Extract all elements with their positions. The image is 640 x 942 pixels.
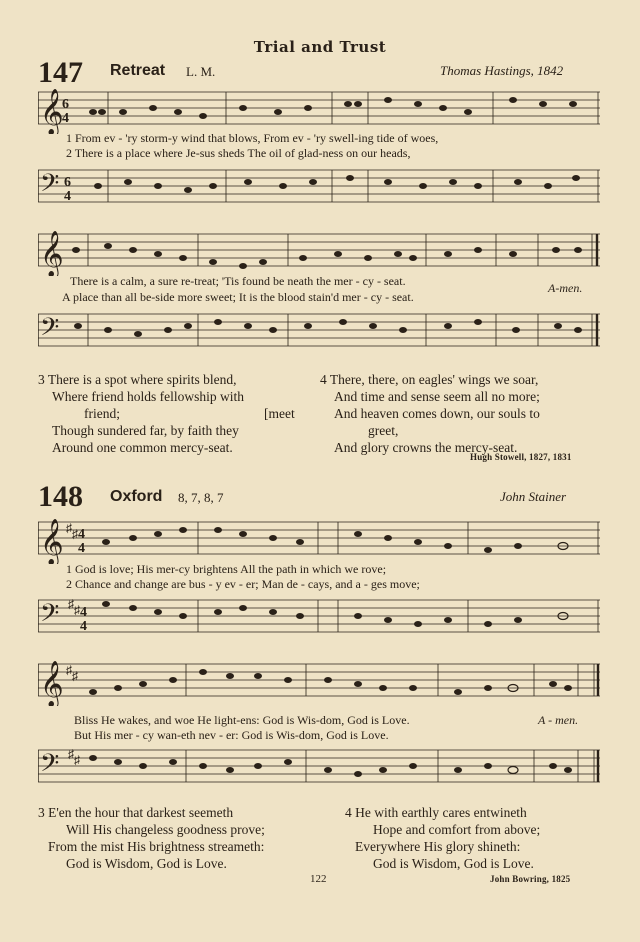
amen-label: A - men. [538, 713, 579, 727]
bass-clef-icon: 𝄢 [40, 599, 60, 634]
verse-4: 4 He with earthly cares entwineth Hope and comfort from above; Everywhere His glory shineth: God is Wisdom, God is Love. [345, 805, 541, 871]
treble-clef-icon: 𝄞 [40, 231, 64, 276]
lyric-line: 2 There is a place where Je-sus sheds The oil of glad-ness on our heads, [66, 146, 411, 160]
author-attribution: John Bowring, 1825 [490, 874, 571, 884]
hymn-number: 147 [38, 56, 83, 89]
music-staff-treble [38, 660, 600, 706]
svg-text:4: 4 [80, 605, 87, 620]
lyric-line: A place than all be-side more sweet; It is the blood stain'd mer - cy - seat. [62, 290, 414, 304]
music-staff-treble [38, 518, 600, 564]
verse-3: 3 E'en the hour that darkest seemeth Will His changeless goodness prove; From the mist His brightness streameth: God is Wisdom, God is Love. [38, 805, 265, 871]
svg-text:4: 4 [64, 189, 71, 204]
treble-clef-icon: 𝄞 [40, 661, 64, 706]
svg-text:♯: ♯ [74, 753, 80, 767]
svg-text:4: 4 [78, 541, 85, 556]
page-number: 122 [310, 873, 327, 885]
treble-clef-icon: 𝄞 [40, 89, 64, 134]
music-staff-treble [38, 88, 600, 134]
lyric-line: But His mer - cy wan-eth nev - er: God is Wis-dom, God is Love. [74, 728, 389, 742]
svg-text:♯: ♯ [68, 597, 74, 611]
composer-credit: John Stainer [500, 489, 567, 504]
meter: 8, 7, 8, 7 [178, 490, 224, 505]
section-title: Trial and Trust [253, 38, 387, 56]
svg-text:♯: ♯ [72, 527, 78, 541]
svg-text:4: 4 [80, 619, 87, 634]
tune-name: Oxford [110, 488, 163, 505]
amen-label: A-men. [548, 281, 583, 295]
treble-clef-icon: 𝄞 [40, 519, 64, 564]
music-staff-bass [38, 746, 600, 792]
lyric-line: Bliss He wakes, and woe He light-ens: God is Wis-dom, God is Love. [74, 713, 410, 727]
music-staff-treble [38, 230, 600, 276]
svg-text:♯: ♯ [72, 669, 78, 683]
svg-text:6: 6 [64, 175, 71, 190]
composer-credit: Thomas Hastings, 1842 [440, 63, 564, 78]
svg-text:4: 4 [62, 111, 69, 126]
bass-clef-icon: 𝄢 [40, 749, 60, 784]
hymn-number: 148 [38, 480, 83, 513]
lyric-line: 1 From ev - 'ry storm-y wind that blows, From ev - 'ry swell-ing tide of woes, [66, 131, 439, 145]
svg-text:♯: ♯ [74, 603, 80, 617]
music-staff-bass [38, 310, 600, 356]
music-staff-bass [38, 596, 600, 642]
bass-clef-icon: 𝄢 [40, 313, 60, 348]
bass-clef-icon: 𝄢 [40, 169, 60, 204]
svg-text:♯: ♯ [66, 663, 72, 677]
music-staff-bass [38, 166, 600, 212]
lyric-line: 1 God is love; His mer-cy brightens All the path in which we rove; [66, 562, 387, 576]
svg-text:4: 4 [78, 527, 85, 542]
lyric-line: 2 Chance and change are bus - y ev - er; Man de - cays, and a - ges move; [66, 577, 420, 591]
meter: L. M. [186, 64, 216, 79]
svg-text:♯: ♯ [68, 747, 74, 761]
svg-text:♯: ♯ [66, 521, 72, 535]
verse-4: 4 There, there, on eagles' wings we soar, And time and sense seem all no more; And heaven comes down, our souls to greet, And glory crowns the mercy-seat. [320, 372, 540, 455]
verse-3: 3 There is a spot where spirits blend, Where friend holds fellowship with friend; [meet Though sundered far, by faith they Around one common mercy-seat. [38, 372, 295, 455]
lyric-line: There is a calm, a sure re-treat; 'Tis found be neath the mer - cy - seat. [70, 274, 406, 288]
tune-name: Retreat [110, 62, 166, 79]
svg-text:6: 6 [62, 97, 69, 112]
author-attribution: Hugh Stowell, 1827, 1831 [470, 452, 572, 462]
